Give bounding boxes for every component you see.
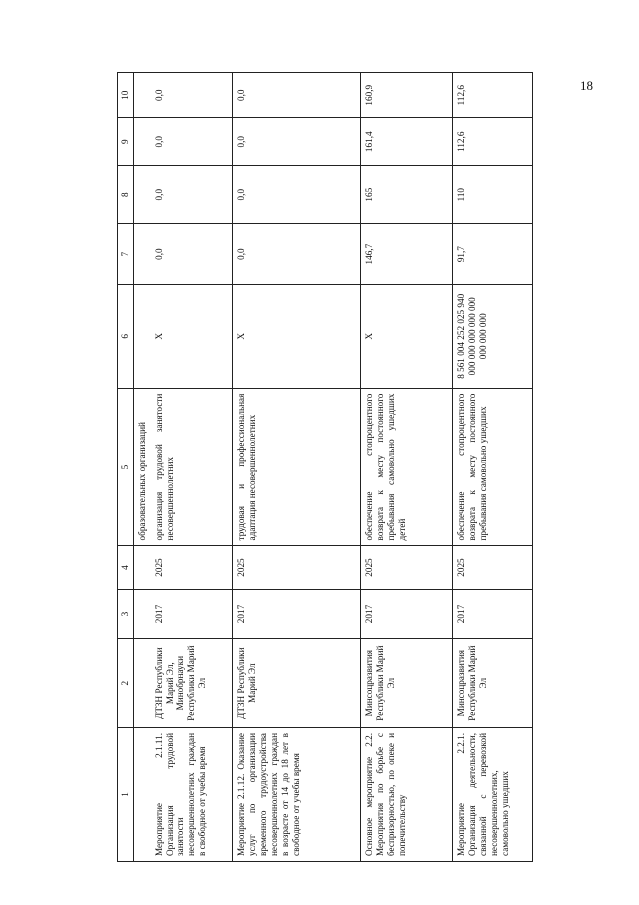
budget-code-cell: X [151, 284, 233, 388]
header-col-3: 3 [118, 589, 134, 639]
measure-name-cell: Основное мероприятие 2.2. Мероприятия по борьбе с беспризорностью, по опеке и попечительству [361, 727, 453, 861]
header-col-5: 5 [118, 388, 134, 546]
start-year-cell: 2017 [151, 589, 233, 639]
value-col-8-cell: 110 [453, 166, 533, 224]
budget-code-cell: 8 561 004 252 025 940 000 000 000 000 000 000 000 000 [453, 284, 533, 388]
header-col-1: 1 [118, 727, 134, 861]
executor-cell: ДТЗН Республики Марий Эл, Минобрнауки Республики Марий Эл [151, 639, 233, 728]
value-col-9-cell: 112,6 [453, 118, 533, 166]
rotated-table-container [117, 62, 617, 862]
value-col-8-cell: 0,0 [151, 166, 233, 224]
end-year-cell: 2025 [361, 546, 453, 589]
table-row [453, 73, 533, 862]
expected-result-cell: трудовая и профессиональная адаптация несовершеннолетних [233, 388, 361, 546]
header-col-10: 10 [118, 73, 134, 118]
expected-result-cell: обеспечение стопроцентного возврата к месту постоянного пребывания самовольно ушедших детей [361, 388, 453, 546]
page-number: 18 [580, 78, 593, 93]
value-col-9-cell: 0,0 [233, 118, 361, 166]
value-col-10-cell: 0,0 [233, 73, 361, 118]
start-year-cell: 2017 [453, 589, 533, 639]
value-col-9-cell: 161,4 [361, 118, 453, 166]
header-col-7: 7 [118, 224, 134, 285]
value-col-8-cell: 0,0 [233, 166, 361, 224]
table-row [361, 73, 453, 862]
measure-name-cell: Мероприятие 2.2.1. Организация деятельности, связанной с перевозкой несовершеннолетних, самовольно ушедших [453, 727, 533, 861]
start-year-cell: 2017 [233, 589, 361, 639]
budget-code-cell: X [361, 284, 453, 388]
measure-name-cell: Мероприятие 2.1.12. Оказание услуг по организации временного трудоустройства несовершеннолетних граждан в возрасте от 14 до 18 лет в свободное от учебы время [233, 727, 361, 861]
value-col-10-cell: 160,9 [361, 73, 453, 118]
expected-result-cell: организация трудовой занятости несовершеннолетних [151, 388, 233, 546]
header-row [118, 73, 134, 862]
header-col-4: 4 [118, 546, 134, 589]
header-col-8: 8 [118, 166, 134, 224]
value-col-7-cell: 146,7 [361, 224, 453, 285]
budget-code-cell: X [233, 284, 361, 388]
value-col-7-cell: 0,0 [151, 224, 233, 285]
expected-result-cell: обеспечение стопроцентного возврата к месту постоянного пребывания самовольно ушедших [453, 388, 533, 546]
header-col-9: 9 [118, 118, 134, 166]
program-measures-table [117, 72, 533, 862]
value-col-8-cell: 165 [361, 166, 453, 224]
value-col-10-cell: 112,6 [453, 73, 533, 118]
value-col-10-cell: 0,0 [151, 73, 233, 118]
continuation-cell: образовательных организаций [133, 388, 150, 546]
end-year-cell: 2025 [233, 546, 361, 589]
end-year-cell: 2025 [453, 546, 533, 589]
value-col-7-cell: 91,7 [453, 224, 533, 285]
table-row [233, 73, 361, 862]
end-year-cell: 2025 [151, 546, 233, 589]
value-col-7-cell: 0,0 [233, 224, 361, 285]
executor-cell: ДТЗН Республики Марий Эл [233, 639, 361, 728]
value-col-9-cell: 0,0 [151, 118, 233, 166]
table-row [151, 73, 233, 862]
header-col-6: 6 [118, 284, 134, 388]
executor-cell: Минсоцразвития Республики Марий Эл [453, 639, 533, 728]
executor-cell: Минсоцразвития Республики Марий Эл [361, 639, 453, 728]
measure-name-cell: Мероприятие 2.1.11. Организация трудовой занятости несовершеннолетних граждан в свободное от учебы время [151, 727, 233, 861]
continuation-row [133, 73, 150, 862]
header-col-2: 2 [118, 639, 134, 728]
start-year-cell: 2017 [361, 589, 453, 639]
